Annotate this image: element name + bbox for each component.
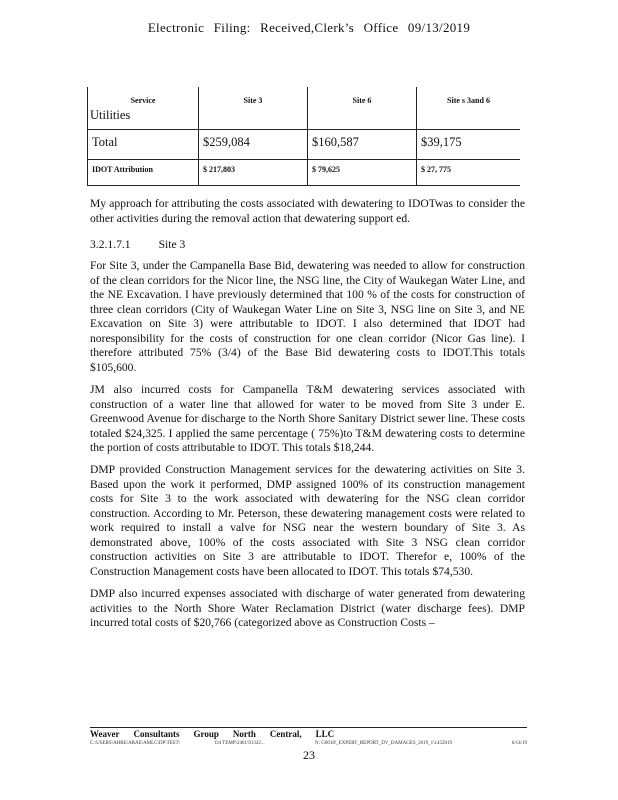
paragraph-text: My approach for attributing the costs associated with dewatering to IDOTwas to consider the other activities during the removal action that dewatering support ed. [90, 197, 525, 225]
service-header-cell [88, 87, 199, 130]
paragraph-text: DMP provided Construction Management services for the dewatering activities on Site 3. Based upon the work it performed, DMP assigned 100% of its construction management costs for Site 3 to the work associated with dewatering for the NSG clean corridor construction. According to Mr. Peterson, these dewatering management costs were related to work required to install a valve for NSG near the western boundary of Site 3. As demonstrated above, 100% of the costs associated with Site 3 NSG clean corridor construction activities on Site 3 are attributable to IDOT. Therefor e, 100% of the Construction Management costs have been allocated to IDOT. This totals $74,530. [90, 463, 525, 578]
table-header-service: Service [130, 96, 156, 105]
footer-company-word: Weaver [90, 729, 120, 739]
section-heading [90, 238, 185, 251]
footer-date: 6/14/19 [511, 741, 527, 746]
table-cell: Total [88, 130, 199, 160]
footer-divider [90, 727, 527, 728]
paragraph-dmp-cm [90, 463, 525, 579]
table-cell: $ 27, 775 [417, 160, 521, 186]
footer-company [90, 729, 527, 739]
paragraph-jm [90, 383, 525, 456]
paragraph-site3 [90, 259, 525, 375]
paragraph-approach [90, 197, 525, 226]
footer-path-part: D4 TEMP\2461\91322... [215, 741, 265, 746]
footer-company-word: Group [193, 729, 219, 739]
table-cell: $39,175 [417, 130, 521, 160]
section-number: 3.2.1.7.1 [90, 238, 131, 251]
paragraph-dmp-discharge [90, 587, 525, 631]
footer-company-word: Consultants [133, 729, 180, 739]
table-cell: IDOT Attribution [88, 160, 199, 186]
paragraph-text: DMP also incurred expenses associated with discharge of water generated from dewatering activities to the North Shore Water Reclamation District (water discharge fees). DMP incurred total costs of $20,766 (categorized above as Construction Costs – [90, 587, 525, 629]
paragraph-text: For Site 3, under the Campanella Base Bid, dewatering was needed to allow for construction of the clean corridors for the Nicor line, the NSG line, the City of Waukegan Water Line, and the NE Excavation. I have previously determined that 100 % of the costs for construction of three clean corridors (City of Waukegan Water Line on Site 3, NSG line on Site 3, and NE Excavation on Site 3) were attributable to IDOT. I also determined that IDOT had noresponsibility for the costs of construction for one clean corridor (Nicor Gas line). I therefore attributed 75% (3/4) of the Base Bid dewatering costs to IDOT.This totals $105,600. [90, 259, 525, 374]
footer-company-word: Central, [269, 729, 302, 739]
table-header-site3: Site 3 [199, 87, 308, 130]
cost-table [87, 87, 520, 186]
row-label-utilities: Utilities [90, 108, 131, 122]
page-header: Electronic Filing: Received,Clerk’s Office 09/13/2019 [147, 20, 471, 35]
footer [90, 729, 527, 746]
table-header-site3and6: Site s 3and 6 [417, 87, 521, 130]
table-row-total [88, 130, 521, 160]
footer-company-word: LLC [315, 729, 335, 739]
paragraph-text: JM also incurred costs for Campanella T&M dewatering services associated with construction of a water line that allowed for water to be moved from Site 3 under E. Greenwood Avenue for discharge to the North Shore Sanitary District sewer line. These costs totaled $24,325. I applied the same percentage ( 75%)to T&M dewatering costs to determine the portion of costs attributable to IDOT. This totals $18,244. [90, 383, 525, 454]
page-number: 23 [303, 748, 315, 762]
footer-company-word: North [232, 729, 256, 739]
table-cell: $259,084 [199, 130, 308, 160]
table-cell: $ 217,803 [199, 160, 308, 186]
footer-path-part: C:\USERS\AHRE\ARAE\AMLC\DP\TEST\ [90, 741, 181, 746]
footer-path-part: N: G0018\_EXPERT_REPORT_DV_DAMAGES_2019_1\1452019 [315, 741, 453, 746]
table-cell: $ 79,625 [308, 160, 417, 186]
table-row-idot [88, 160, 521, 186]
table-cell: $160,587 [308, 130, 417, 160]
table-header-site6: Site 6 [308, 87, 417, 130]
section-title: Site 3 [158, 238, 186, 251]
